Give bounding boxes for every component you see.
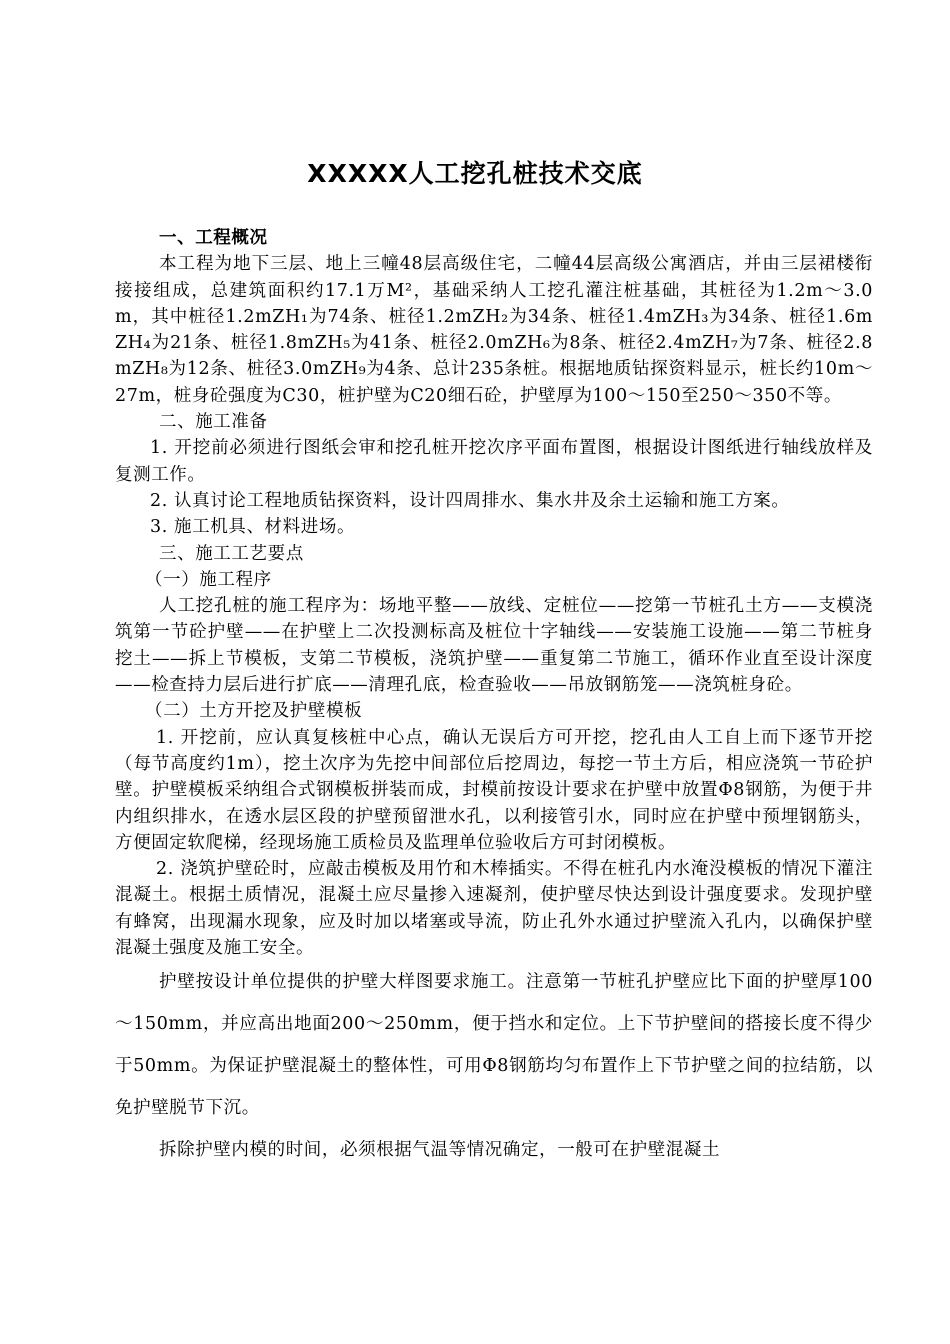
section-heading-preparation: 二、施工准备 [159, 412, 268, 433]
paragraph-wall-spec: 护壁按设计单位提供的护壁大样图要求施工。注意第一节桩孔护壁应比下面的护壁厚100～150mm，并应高出地面200～250mm，便于挡水和定位。上下节护壁间的搭接长度不得少于50mm。为保证护壁混凝土的整体性，可用Φ8钢筋均匀布置作上下节护壁之间的拉结筋，以免护壁脱节下沉。 [115, 972, 873, 1119]
section-heading-overview: 一、工程概况 [159, 228, 268, 248]
preparation-item-1: 1. 开挖前必须进行图纸会审和挖孔桩开挖次序平面布置图，根据设计图纸进行轴线放样及复测工作。 [115, 438, 873, 485]
paragraph-formwork-removal: 拆除护壁内模的时间，必须根据气温等情况确定，一般可在护壁混凝土 [159, 1140, 721, 1161]
preparation-item-3: 3. 施工机具、材料进场。 [150, 517, 356, 538]
paragraph-overview: 本工程为地下三层、地上三幢48层高级住宅，二幢44层高级公寓酒店，并由三层裙楼衔接接组成，总建筑面积约17.1万M²，基础采纳人工挖孔灌注桩基础，其桩径为1.2m～3.0m，其中桩径1.2mZH₁为74条、桩径1.2mZH₂为34条、桩径1.4mZH₃为34条、桩径1.6mZH₄为21条、桩径1.8mZH₅为41条、桩径2.0mZH₆为8条、桩径2.4mZH₇为7条、桩径2.8mZH₈为12条、桩径3.0mZH₉为4条、总计235条桩。根据地质钻探资料显示，桩长约10m～27m，桩身砼强度为C30，桩护壁为C20细石砼，护壁厚为100～150至250～350不等。 [115, 254, 873, 406]
paragraph-procedure: 人工挖孔桩的施工程序为：场地平整——放线、定桩位——挖第一节桩孔土方——支模浇筑第一节砼护壁——在护壁上二次投测标高及桩位十字轴线——安装施工设施——第二节桩身挖土——拆上节模板，支第二节模板，浇筑护壁——重复第二节施工，循环作业直至设计深度——检查持力层后进行扩底——清理孔底，检查验收——吊放钢筋笼——浇筑桩身砼。 [115, 596, 873, 696]
section-heading-process: 三、施工工艺要点 [159, 543, 304, 564]
subsection-heading-excavation: （二）土方开挖及护壁模板 [145, 701, 363, 722]
excavation-item-1: 1. 开挖前，应认真复核桩中心点，确认无误后方可开挖，挖孔由人工自上而下逐节开挖（每节高度约1m），挖土次序为先挖中间部位后挖周边，每挖一节土方后，相应浇筑一节砼护壁。护壁模板采纳组合式钢模板拼装而成，封模前按设计要求在护壁中放置Φ8钢筋，为便于井内组织排水，在透水层区段的护壁预留泄水孔，以利接管引水，同时应在护壁中预埋钢筋头，方便固定软爬梯，经现场施工质检员及监理单位验收后方可封闭模板。 [115, 727, 873, 853]
document-body [115, 225, 873, 1171]
excavation-item-2: 2. 浇筑护壁砼时，应敲击模板及用竹和木棒插实。不得在桩孔内水淹没模板的情况下灌注混凝土。根据土质情况，混凝土应尽量掺入速凝剂，使护壁尽快达到设计强度要求。发现护壁有蜂窝，出现漏水现象，应及时加以堵塞或导流，防止孔外水通过护壁流入孔内，以确保护壁混凝土强度及施工安全。 [115, 859, 873, 959]
document-title: XXXXX人工挖孔桩技术交底 [307, 159, 643, 188]
preparation-item-2: 2. 认真讨论工程地质钻探资料，设计四周排水、集水井及余土运输和施工方案。 [150, 490, 790, 511]
subsection-heading-procedure: （一）施工程序 [145, 569, 272, 590]
